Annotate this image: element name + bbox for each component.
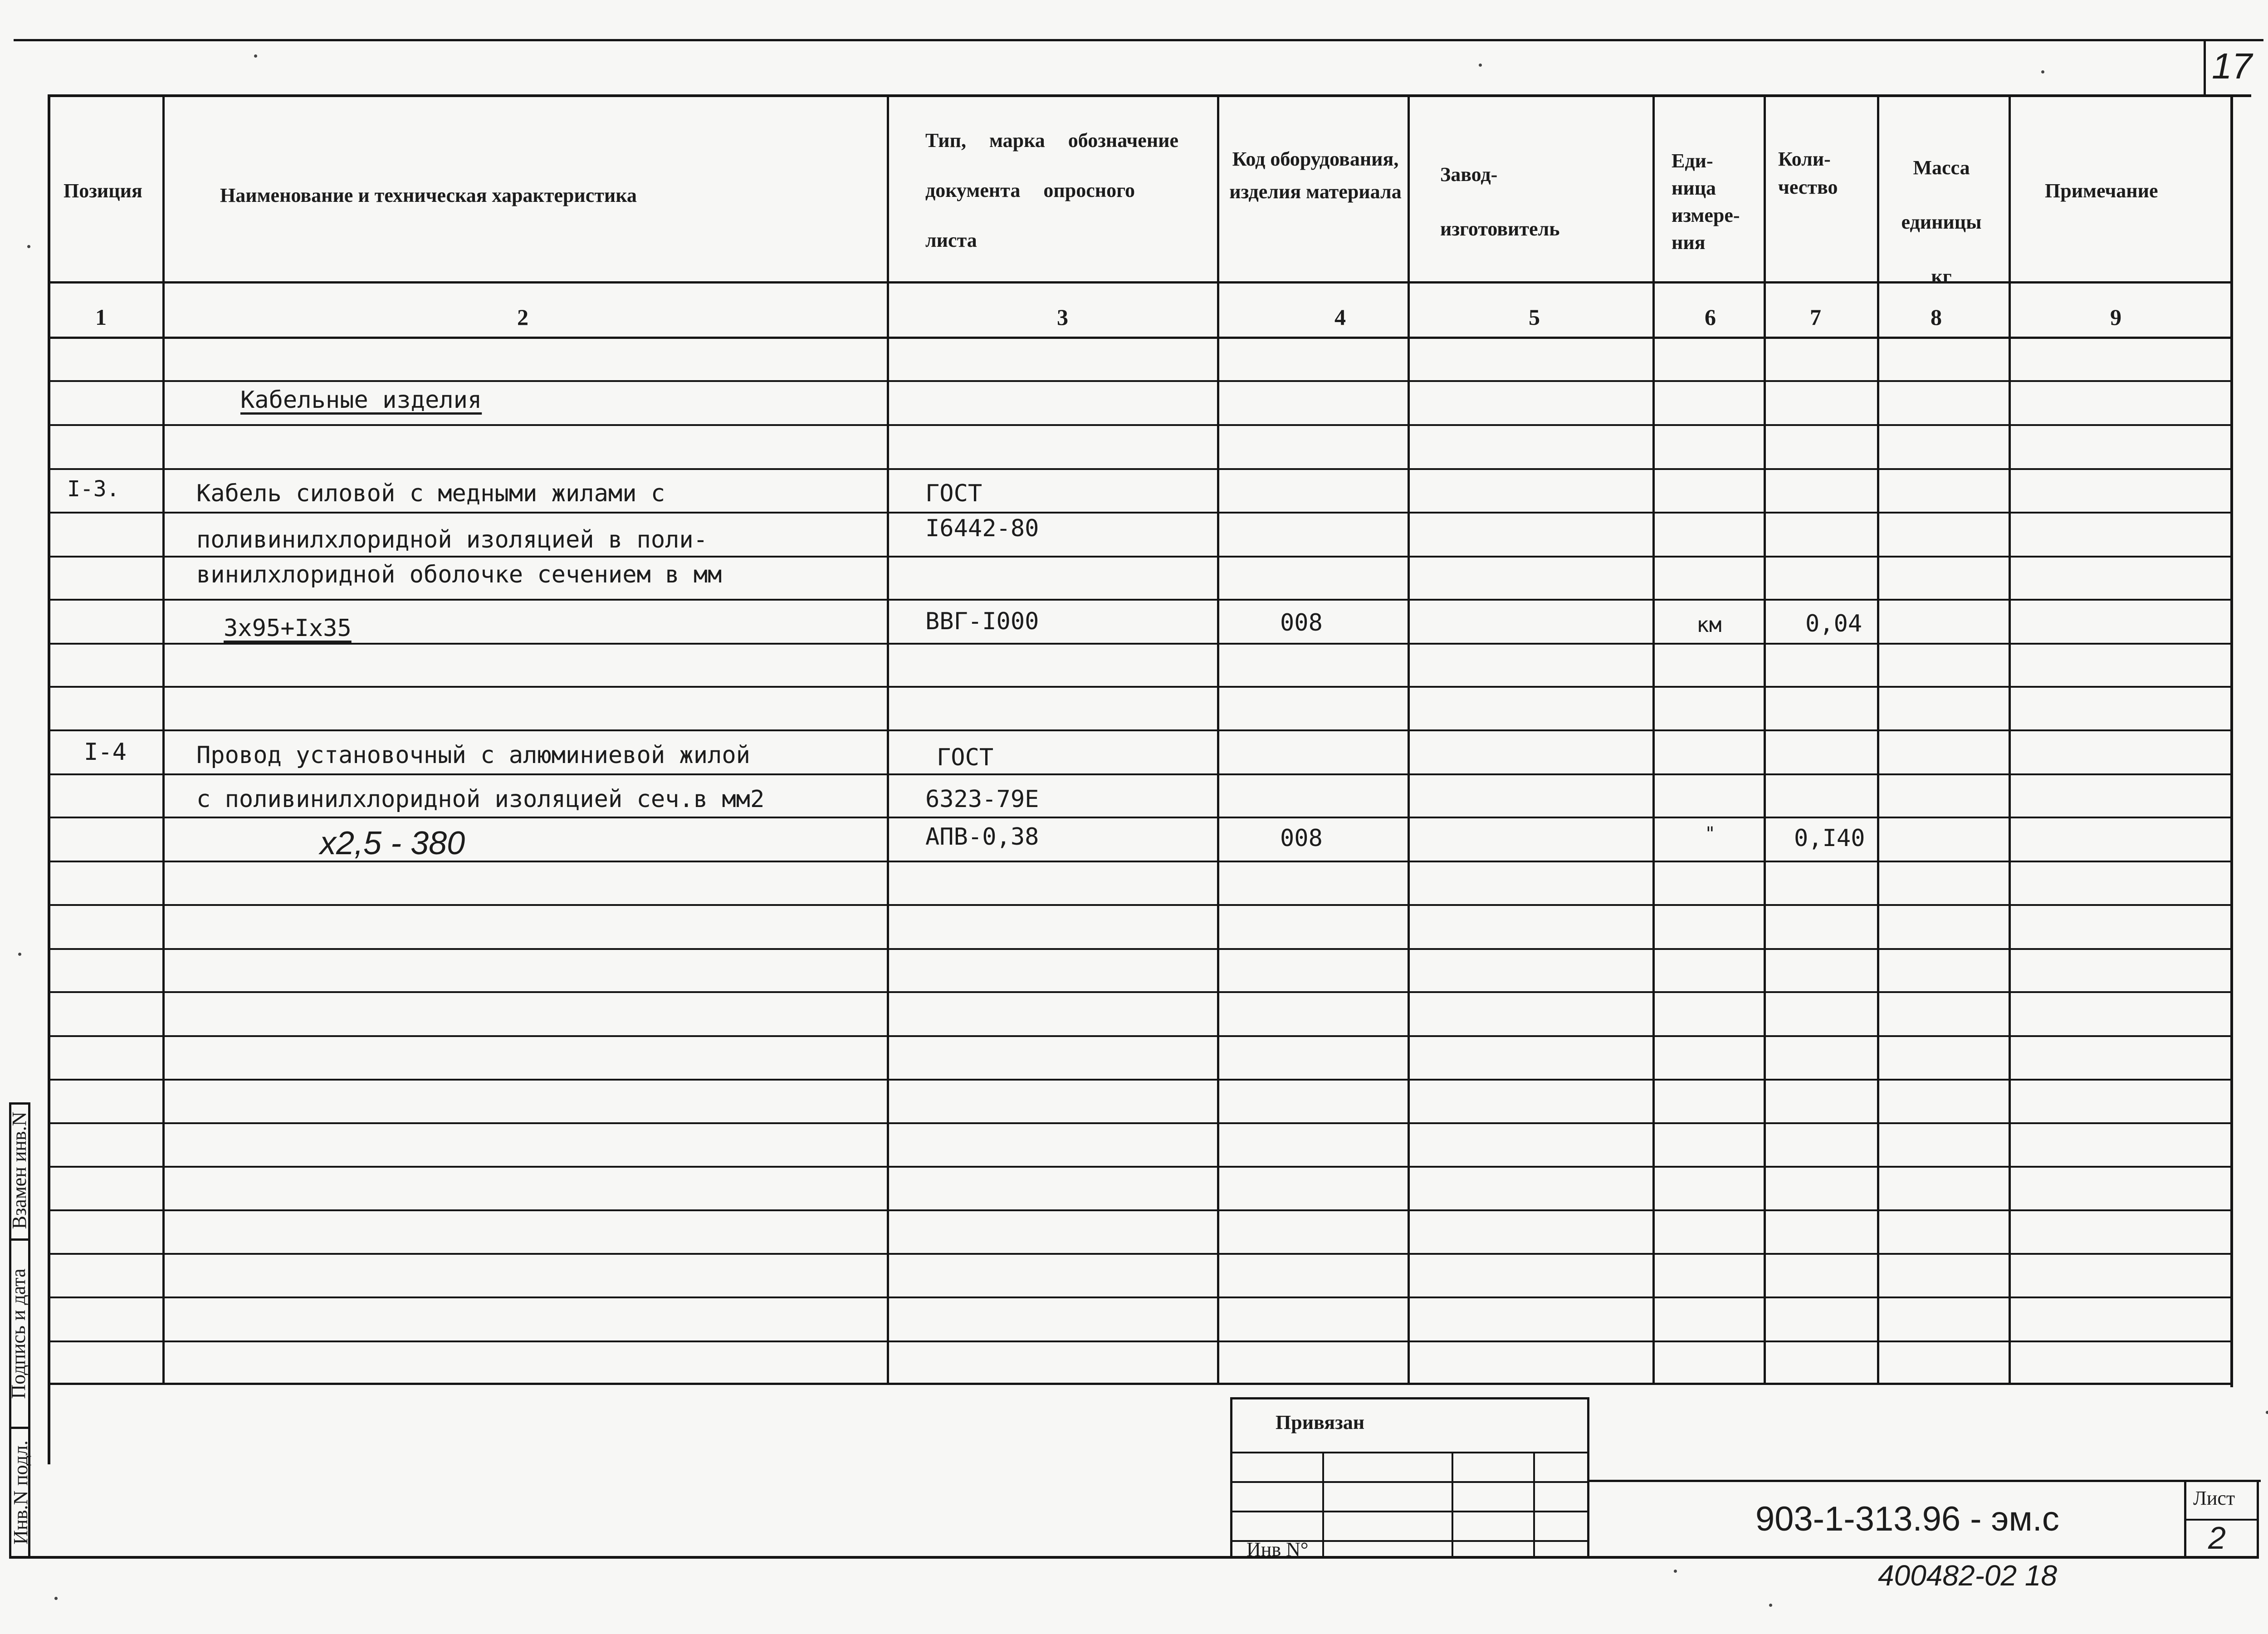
row-line bbox=[48, 556, 2233, 558]
scan-speck bbox=[1674, 1570, 1677, 1573]
row-line bbox=[48, 948, 2233, 950]
item-type-line: ГОСТ bbox=[937, 744, 994, 771]
row-line bbox=[48, 686, 2233, 688]
item-name-line: 3х95+Iх35 bbox=[224, 615, 352, 642]
row-line bbox=[48, 991, 2233, 993]
bound-box-col bbox=[1322, 1452, 1324, 1558]
bound-label: Привязан bbox=[1276, 1411, 1365, 1433]
row-line bbox=[48, 1296, 2233, 1298]
col-divider-7 bbox=[1877, 94, 1879, 1383]
item-type-line: 6323-79Е bbox=[925, 786, 1039, 813]
row-line bbox=[48, 1340, 2233, 1342]
bound-box-col bbox=[1533, 1452, 1535, 1558]
header-code: Код оборудования, изделия материала bbox=[1229, 148, 1402, 203]
row-line bbox=[48, 512, 2233, 514]
stamp-label-replaced-inv: Взамен инв.N bbox=[8, 1111, 30, 1229]
row-line bbox=[48, 424, 2233, 426]
row-line bbox=[48, 1253, 2233, 1255]
table-top-border bbox=[48, 94, 2251, 97]
bound-box-line bbox=[1230, 1452, 1589, 1453]
header-manufacturer: Завод- изготовитель bbox=[1440, 163, 1560, 240]
sheet-label: Лист bbox=[2193, 1487, 2235, 1509]
stamp-divider bbox=[9, 1238, 30, 1241]
stamp-label-original-inv: Инв.N подл. bbox=[10, 1440, 32, 1545]
col-divider-8 bbox=[2009, 94, 2011, 1383]
bound-box-left bbox=[1230, 1397, 1232, 1558]
scan-speck bbox=[1479, 64, 1482, 67]
column-number-row-line bbox=[48, 337, 2233, 339]
item-unit: км bbox=[1696, 612, 1722, 637]
scan-speck bbox=[54, 1597, 58, 1600]
item-quantity: 0,I40 bbox=[1794, 825, 1865, 852]
row-line bbox=[48, 817, 2233, 818]
row-line bbox=[48, 599, 2233, 601]
header-quantity: Коли- чество bbox=[1778, 148, 1838, 198]
scan-speck bbox=[27, 245, 30, 248]
table-body-bottom-line bbox=[48, 1383, 2233, 1385]
section-title: Кабельные изделия bbox=[240, 386, 482, 414]
archive-handwritten: 400482-02 18 bbox=[1878, 1559, 2058, 1592]
header-note: Примечание bbox=[2045, 180, 2158, 202]
bound-box-line bbox=[1230, 1511, 1589, 1512]
column-number: 6 bbox=[1705, 304, 1716, 330]
stamp-label-signature-date: Подпись и дата bbox=[7, 1268, 29, 1399]
item-position: I-3. bbox=[67, 476, 120, 502]
item-name-line: Кабель силовой с медными жилами с bbox=[196, 480, 665, 507]
item-position: I-4 bbox=[84, 739, 127, 766]
item-type-line: АПВ-0,38 bbox=[925, 823, 1039, 851]
scan-speck bbox=[18, 953, 21, 956]
table-left-border bbox=[48, 94, 50, 1464]
row-line bbox=[48, 468, 2233, 470]
item-type-line: I6442-80 bbox=[925, 515, 1039, 542]
row-line bbox=[48, 904, 2233, 906]
column-number: 8 bbox=[1931, 304, 1942, 330]
header-mass: Масса единицы кг bbox=[1901, 157, 1982, 288]
title-block-top bbox=[1589, 1480, 2261, 1482]
row-line bbox=[48, 1122, 2233, 1124]
col-divider-4 bbox=[1408, 94, 1410, 1383]
bound-box-line bbox=[1230, 1481, 1589, 1483]
col-divider-6 bbox=[1764, 94, 1766, 1383]
item-name-line: поливинилхлоридной изоляцией в поли- bbox=[196, 526, 708, 553]
col-divider-2 bbox=[887, 94, 889, 1383]
item-unit: " bbox=[1705, 823, 1716, 844]
bound-box-col bbox=[1452, 1452, 1453, 1558]
item-name-line: винилхлоридной оболочке сечением в мм bbox=[196, 561, 722, 588]
item-name-line: с поливинилхлоридной изоляцией сеч.в мм2 bbox=[196, 786, 765, 813]
column-number: 4 bbox=[1334, 304, 1346, 330]
item-name-handwritten: х2,5 - 380 bbox=[320, 825, 465, 861]
row-line bbox=[48, 1079, 2233, 1081]
top-edge-line bbox=[14, 39, 2263, 41]
sheet-number: 2 bbox=[2208, 1520, 2226, 1556]
item-name-line: Провод установочный с алюминиевой жилой bbox=[196, 742, 750, 769]
document-code: 903-1-313.96 - эм.с bbox=[1755, 1500, 2059, 1538]
col-divider-3 bbox=[1217, 94, 1219, 1383]
column-number: 9 bbox=[2110, 304, 2121, 330]
column-number: 5 bbox=[1529, 304, 1540, 330]
col-divider-1 bbox=[162, 94, 165, 1383]
inv-label: Инв N° bbox=[1246, 1538, 1309, 1561]
scan-speck bbox=[2266, 1411, 2268, 1414]
header-type: Тип, марка обозначение документа опросного листа bbox=[925, 129, 1179, 251]
item-quantity: 0,04 bbox=[1805, 610, 1862, 637]
column-number: 1 bbox=[95, 304, 107, 330]
item-code: 008 bbox=[1280, 609, 1323, 636]
sheet-corner-number: 17 bbox=[2212, 46, 2252, 86]
table-right-border bbox=[2230, 94, 2233, 1387]
header-name: Наименование и техническая характеристика bbox=[220, 184, 637, 206]
bound-box-top bbox=[1230, 1397, 1589, 1399]
row-line bbox=[48, 643, 2233, 645]
column-number: 2 bbox=[517, 304, 528, 330]
row-line bbox=[48, 773, 2233, 775]
row-line bbox=[48, 1035, 2233, 1037]
row-line bbox=[48, 1209, 2233, 1211]
column-number: 7 bbox=[1810, 304, 1821, 330]
item-type-line: ГОСТ bbox=[925, 480, 982, 507]
row-line bbox=[48, 380, 2233, 382]
header-unit: Еди- ница измере- ния bbox=[1672, 150, 1740, 254]
bound-box-right bbox=[1587, 1397, 1589, 1558]
row-line bbox=[48, 1166, 2233, 1168]
column-number: 3 bbox=[1057, 304, 1068, 330]
scan-speck bbox=[1769, 1604, 1772, 1607]
header-position: Позиция bbox=[64, 180, 142, 202]
col-divider-5 bbox=[1652, 94, 1655, 1383]
corner-box-left bbox=[2204, 39, 2206, 97]
scan-speck bbox=[2041, 70, 2044, 73]
item-code: 008 bbox=[1280, 825, 1323, 852]
row-line bbox=[48, 729, 2233, 731]
scan-speck bbox=[254, 54, 257, 58]
item-type-line: ВВГ-I000 bbox=[925, 608, 1039, 635]
